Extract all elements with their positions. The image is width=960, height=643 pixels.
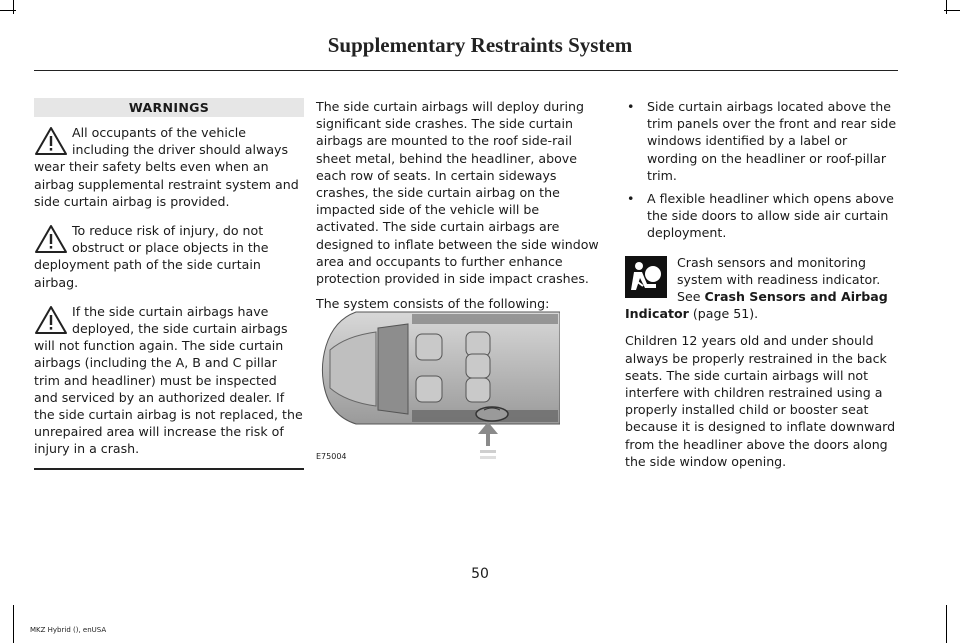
header-divider: [34, 70, 898, 71]
cross-reference-link[interactable]: Crash Sensors and Airbag Indicator: [625, 289, 888, 322]
paragraph: Children 12 years old and under should always be properly restrained in the back seats. The side curtain airbags will not interfere with children restrained using a properly installed child or booster seat because it is designed to inflate downward from the headliner above the doors along the side window opening.: [625, 333, 896, 469]
warning-triangle-icon: [34, 126, 68, 156]
vehicle-airbag-illustration: [316, 306, 560, 464]
paragraph: The side curtain airbags will deploy during significant side crashes. The side curtain airbags are mounted to the roof side-rail sheet metal, behind the headliner, above each row of seats. In certain sideways crashes, the side curtain airbag on the impacted side of the vehicle will be activated. The side curtain airbags are designed to inflate between the side window area and occupants to further enhance protection provided in side impact crashes.: [316, 99, 599, 287]
bullet-mark: •: [627, 99, 635, 114]
description-column: [316, 98, 600, 312]
figure-label: E75004: [316, 452, 347, 461]
warning-text-lead: If the side curtain airbags have deployed, the side curtain airbags will: [34, 303, 288, 354]
list-item: [625, 190, 899, 242]
page-number: 50: [471, 566, 489, 582]
warning-item: [34, 222, 304, 291]
footer-text: MKZ Hybrid (), enUSA: [30, 626, 107, 634]
warning-triangle-icon: [34, 305, 68, 335]
indicator-text: Crash sensors and monitoring system with readiness indicator. See: [677, 254, 881, 305]
warnings-heading: WARNINGS: [34, 98, 304, 117]
page-reference: (page 51).: [688, 306, 759, 322]
warning-item: [34, 124, 304, 210]
airbag-warning-icon: [625, 256, 667, 298]
warning-item: [34, 303, 304, 458]
page-title: Supplementary Restraints System: [327, 33, 633, 57]
warning-text-lead: All occupants of the vehicle including the driver should always wear their: [34, 125, 289, 175]
list-item-text: Side curtain airbags located above the trim panels over the front and rear side windows identified by a label or wording on the headliner or roof-pillar trim.: [647, 99, 897, 183]
warning-text: path of the side curtain airbag.: [34, 257, 261, 290]
bullet-mark: •: [627, 191, 635, 207]
warning-text-lead: To reduce risk of injury, do not obstruct or place objects in the deployment: [34, 223, 269, 273]
crop-mark: [13, 0, 14, 14]
list-item-text: A flexible headliner which opens above the side doors to allow side air curtain deployment.: [647, 191, 894, 241]
warning-text: not function again. The side curtain airbags (including the A, B and C pillar trim and headliner) must be inspected and serviced by an authorized dealer. If the side curtain airbag is not replaced, the unrepaired area will increase the risk of injury in a crash.: [34, 338, 303, 457]
crop-mark: [946, 0, 947, 14]
warning-triangle-icon: [34, 224, 68, 254]
list-item: [625, 98, 899, 184]
components-column: [625, 98, 899, 470]
warnings-bottom-rule: [34, 468, 304, 470]
paragraph: The system consists of the following:: [316, 296, 550, 312]
indicator-note: [625, 254, 899, 323]
crop-mark: [13, 605, 14, 643]
warnings-column: [34, 98, 304, 470]
crop-mark: [946, 605, 947, 643]
warning-text: safety belts even when an airbag supplemental restraint system and side curtain airbag is provided.: [34, 159, 299, 209]
